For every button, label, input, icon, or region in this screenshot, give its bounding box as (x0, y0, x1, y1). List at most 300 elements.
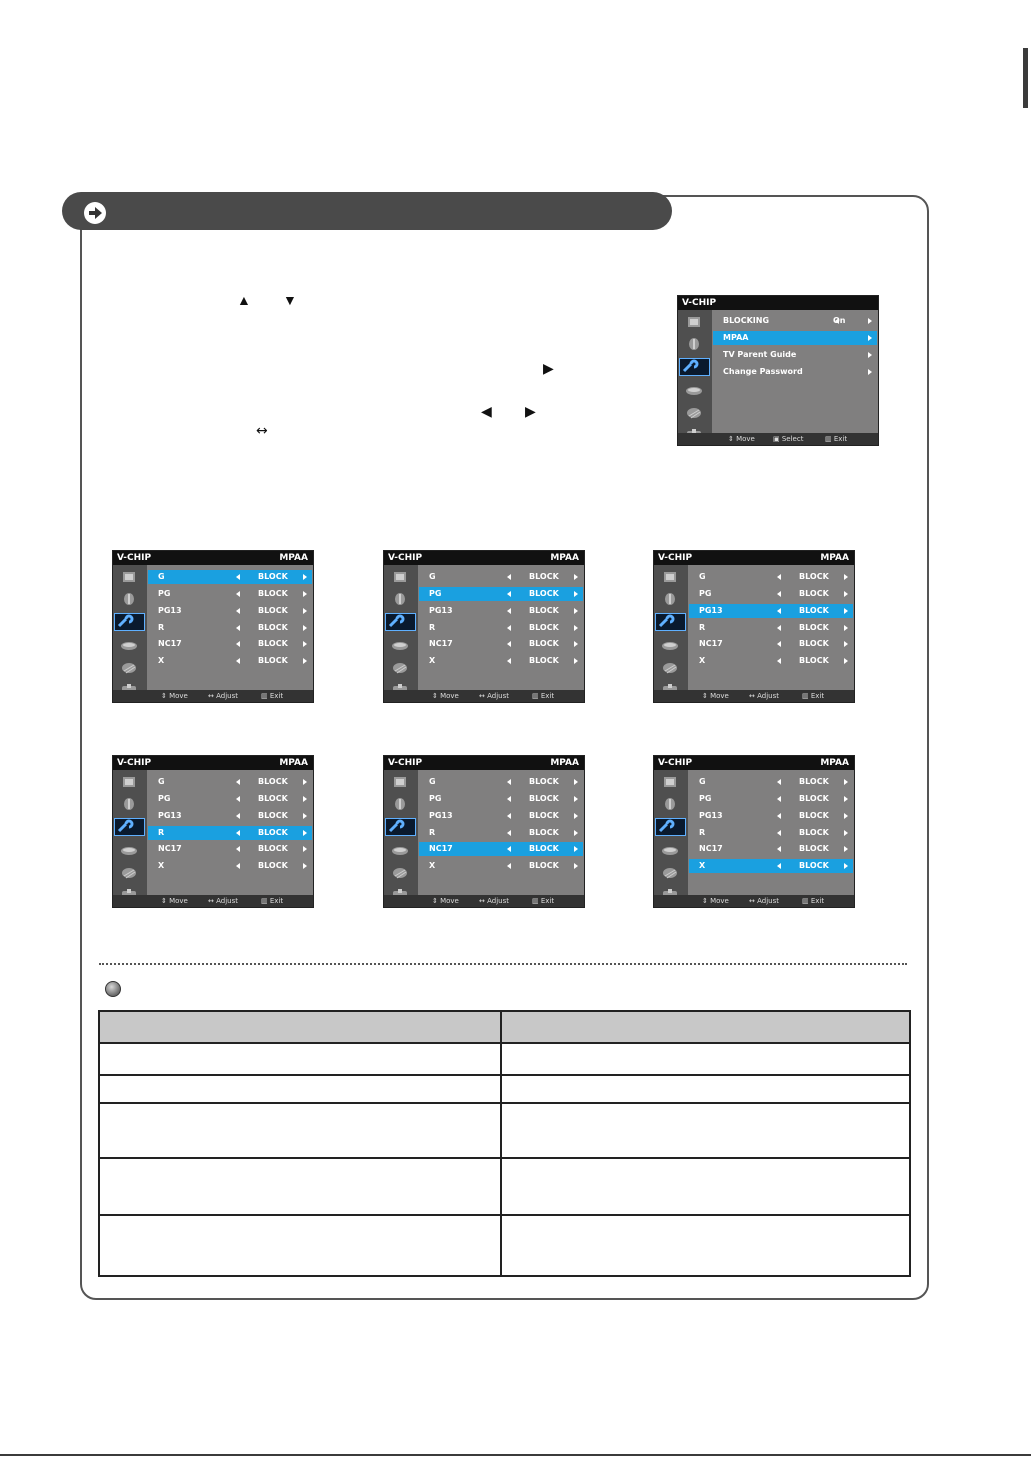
osd-row-label: X (429, 656, 436, 665)
osd-row-value: BLOCK (258, 623, 288, 632)
adjust-hint: ↔ Adjust (479, 692, 509, 700)
left-arrow-icon[interactable] (507, 796, 511, 802)
osd-row-value: BLOCK (258, 639, 288, 648)
osd-row-value: BLOCK (258, 811, 288, 820)
page-edge-tab (1023, 48, 1028, 108)
left-arrow-icon[interactable] (507, 574, 511, 580)
right-arrow-icon[interactable] (303, 608, 307, 614)
osd-row-label: R (429, 828, 436, 837)
table-cell (99, 1158, 501, 1215)
osd-title-bar (384, 756, 584, 770)
table-row (99, 1103, 910, 1158)
osd-row-value: BLOCK (529, 844, 559, 853)
osd-row-label: PG13 (158, 811, 182, 820)
osd-subtitle: MPAA (279, 553, 308, 563)
osd-menu-row[interactable] (419, 621, 583, 635)
left-arrow-icon[interactable] (507, 830, 511, 836)
right-arrow-icon[interactable] (574, 608, 578, 614)
osd-footer (113, 895, 313, 907)
exit-hint: ▥ Exit (261, 897, 284, 905)
osd-row-label: X (429, 861, 436, 870)
osd-mpaa-menu (653, 755, 855, 908)
picture-icon (390, 775, 410, 789)
left-arrow-icon[interactable] (236, 863, 240, 869)
table-row (99, 1075, 910, 1103)
osd-row-value: BLOCK (529, 777, 559, 786)
left-arrow-icon[interactable] (236, 846, 240, 852)
osd-menu-row[interactable] (689, 826, 853, 840)
left-arrow-icon[interactable] (777, 591, 781, 597)
right-arrow-icon[interactable] (844, 641, 848, 647)
osd-row-value: BLOCK (258, 656, 288, 665)
osd-title: V-CHIP (388, 758, 423, 768)
osd-row-label: G (699, 777, 706, 786)
osd-menu-row[interactable] (148, 775, 312, 789)
osd-menu-row[interactable] (689, 792, 853, 806)
left-arrow-icon: ◀ (481, 403, 492, 419)
osd-row-label: MPAA (723, 333, 749, 342)
osd-menu-row[interactable] (419, 842, 583, 856)
left-arrow-icon[interactable] (236, 796, 240, 802)
osd-row-value: BLOCK (258, 589, 288, 598)
osd-title: V-CHIP (388, 553, 423, 563)
sound-icon (660, 797, 680, 811)
feature-icon (660, 661, 680, 675)
move-hint: ⇕ Move (432, 897, 459, 905)
osd-menu-row[interactable] (148, 621, 312, 635)
feature-icon (684, 406, 704, 420)
osd-sidebar (384, 770, 418, 895)
osd-subtitle: MPAA (820, 553, 849, 563)
right-arrow-icon[interactable] (574, 625, 578, 631)
table-header-row (99, 1011, 910, 1043)
exit-hint: ▥ Exit (802, 692, 825, 700)
table-cell (501, 1103, 910, 1158)
right-arrow-icon[interactable] (303, 591, 307, 597)
osd-menu-row[interactable] (689, 775, 853, 789)
sound-icon (684, 337, 704, 351)
table-cell (99, 1043, 501, 1075)
osd-title: V-CHIP (117, 553, 152, 563)
osd-row-label: PG (158, 589, 171, 598)
right-arrow-icon[interactable] (574, 641, 578, 647)
right-arrow-icon[interactable] (303, 863, 307, 869)
right-arrow-icon[interactable] (868, 335, 872, 341)
channel-icon (684, 384, 704, 398)
left-arrow-icon[interactable] (507, 641, 511, 647)
left-arrow-icon[interactable] (236, 625, 240, 631)
osd-row-value: BLOCK (258, 606, 288, 615)
osd-title-bar (113, 756, 313, 770)
right-arrow-icon[interactable] (844, 625, 848, 631)
right-arrow-icon[interactable] (844, 608, 848, 614)
osd-menu-row[interactable] (419, 604, 583, 618)
adjust-hint: ↔ Adjust (208, 692, 238, 700)
table-row (99, 1043, 910, 1075)
left-arrow-icon[interactable] (507, 813, 511, 819)
sound-icon (119, 592, 139, 606)
osd-row-label: BLOCKING (723, 316, 770, 325)
page-bottom-rule (0, 1454, 1031, 1456)
osd-row-value: BLOCK (258, 844, 288, 853)
osd-sidebar (678, 310, 712, 433)
right-arrow-icon[interactable] (303, 813, 307, 819)
exit-hint: ▥ Exit (532, 897, 555, 905)
left-arrow-icon[interactable] (507, 846, 511, 852)
osd-row-value: BLOCK (799, 572, 829, 581)
right-arrow-icon[interactable] (574, 846, 578, 852)
left-arrow-icon[interactable] (507, 591, 511, 597)
osd-row-value: BLOCK (258, 777, 288, 786)
left-arrow-icon[interactable] (507, 658, 511, 664)
picture-icon (390, 570, 410, 584)
sound-icon (660, 592, 680, 606)
osd-row-value: BLOCK (799, 794, 829, 803)
adjust-hint: ↔ Adjust (749, 897, 779, 905)
osd-row-label: X (699, 861, 706, 870)
right-arrow-icon[interactable] (868, 318, 872, 324)
osd-row-label: X (158, 656, 165, 665)
picture-icon (119, 570, 139, 584)
right-arrow-icon[interactable] (844, 591, 848, 597)
left-arrow-icon[interactable] (236, 608, 240, 614)
left-arrow-icon[interactable] (236, 591, 240, 597)
osd-menu-row[interactable] (419, 654, 583, 668)
setup-wrench-icon (655, 818, 686, 836)
osd-title-bar (654, 756, 854, 770)
left-right-arrow-icon: ↔ (256, 423, 268, 439)
right-arrow-icon[interactable] (868, 352, 872, 358)
osd-row-value: BLOCK (799, 656, 829, 665)
adjust-hint: ↔ Adjust (208, 897, 238, 905)
osd-row-value: BLOCK (529, 828, 559, 837)
osd-row-value: BLOCK (529, 623, 559, 632)
left-arrow-icon[interactable] (777, 608, 781, 614)
setup-wrench-icon (679, 358, 710, 376)
right-arrow-icon[interactable] (303, 625, 307, 631)
adjust-hint: ↔ Adjust (749, 692, 779, 700)
left-arrow-icon[interactable] (777, 658, 781, 664)
osd-menu-row[interactable] (689, 570, 853, 584)
right-arrow-icon: ▶ (525, 403, 536, 419)
feature-icon (119, 866, 139, 880)
setup-wrench-icon (114, 818, 145, 836)
osd-menu-row[interactable] (419, 809, 583, 823)
osd-row-value: BLOCK (799, 589, 829, 598)
right-arrow-icon[interactable] (574, 863, 578, 869)
osd-title: V-CHIP (117, 758, 152, 768)
osd-row-label: Change Password (723, 367, 803, 376)
osd-row-label: PG (429, 589, 442, 598)
osd-menu-row[interactable] (148, 809, 312, 823)
table-header-cell (501, 1011, 910, 1043)
right-arrow-icon[interactable] (574, 779, 578, 785)
osd-row-label: G (429, 777, 436, 786)
feature-icon (660, 866, 680, 880)
table-cell (501, 1158, 910, 1215)
picture-icon (660, 570, 680, 584)
osd-menu-row[interactable] (689, 859, 853, 873)
left-arrow-icon[interactable] (777, 863, 781, 869)
down-arrow-icon: ▼ (283, 292, 297, 308)
osd-row-label: PG13 (699, 606, 723, 615)
select-hint: ▣ Select (773, 435, 804, 443)
osd-menu-row[interactable] (689, 604, 853, 618)
right-arrow-icon[interactable] (574, 813, 578, 819)
move-hint: ⇕ Move (728, 435, 755, 443)
left-arrow-icon[interactable] (777, 796, 781, 802)
right-arrow-icon[interactable] (574, 591, 578, 597)
osd-menu-row[interactable] (689, 587, 853, 601)
osd-menu-row[interactable] (419, 587, 583, 601)
right-arrow-icon[interactable] (574, 796, 578, 802)
right-arrow-icon[interactable] (868, 369, 872, 375)
left-arrow-icon[interactable] (777, 641, 781, 647)
right-arrow-icon[interactable] (574, 658, 578, 664)
osd-row-label: X (158, 861, 165, 870)
osd-sidebar (113, 565, 147, 690)
right-arrow-icon[interactable] (844, 796, 848, 802)
picture-icon (684, 315, 704, 329)
osd-row-value: BLOCK (799, 844, 829, 853)
osd-mpaa-menu (112, 550, 314, 703)
osd-row-label: R (158, 828, 165, 837)
left-arrow-icon[interactable] (236, 658, 240, 664)
right-arrow-icon[interactable] (303, 574, 307, 580)
channel-icon (390, 844, 410, 858)
left-arrow-icon[interactable] (777, 830, 781, 836)
osd-menu-row[interactable] (713, 348, 877, 362)
osd-sidebar (384, 565, 418, 690)
table-cell (99, 1075, 501, 1103)
osd-row-value: BLOCK (258, 828, 288, 837)
channel-icon (119, 844, 139, 858)
sound-icon (390, 592, 410, 606)
osd-menu-row[interactable] (148, 587, 312, 601)
osd-menu-row[interactable] (689, 637, 853, 651)
osd-sidebar (654, 565, 688, 690)
picture-icon (119, 775, 139, 789)
osd-row-value: BLOCK (258, 861, 288, 870)
osd-row-label: NC17 (158, 844, 182, 853)
osd-menu-row[interactable] (689, 842, 853, 856)
table-cell (99, 1215, 501, 1276)
osd-footer (654, 895, 854, 907)
left-arrow-icon[interactable] (507, 863, 511, 869)
table-row (99, 1215, 910, 1276)
osd-row-label: NC17 (429, 844, 453, 853)
osd-menu-row[interactable] (419, 792, 583, 806)
osd-row-label: NC17 (699, 844, 723, 853)
osd-menu-row[interactable] (419, 637, 583, 651)
osd-row-label: R (429, 623, 436, 632)
osd-menu-row[interactable] (713, 314, 877, 328)
osd-row-value: BLOCK (529, 572, 559, 581)
osd-row-label: NC17 (429, 639, 453, 648)
right-arrow-icon[interactable] (303, 658, 307, 664)
left-arrow-icon[interactable] (236, 574, 240, 580)
osd-footer (654, 690, 854, 702)
rating-table (98, 1010, 911, 1277)
osd-row-label: R (699, 623, 706, 632)
right-arrow-icon[interactable] (844, 779, 848, 785)
osd-row-value: BLOCK (799, 777, 829, 786)
left-arrow-icon[interactable] (777, 625, 781, 631)
channel-icon (390, 639, 410, 653)
osd-row-label: X (699, 656, 706, 665)
osd-row-label: G (429, 572, 436, 581)
exit-hint: ▥ Exit (802, 897, 825, 905)
feature-icon (390, 866, 410, 880)
osd-mpaa-menu (112, 755, 314, 908)
osd-title: V-CHIP (658, 758, 693, 768)
left-arrow-icon[interactable] (236, 779, 240, 785)
osd-menu-row[interactable] (148, 842, 312, 856)
right-arrow-icon[interactable] (844, 863, 848, 869)
osd-menu-row[interactable] (713, 365, 877, 379)
osd-row-label: NC17 (158, 639, 182, 648)
osd-row-label: TV Parent Guide (723, 350, 797, 359)
osd-title: V-CHIP (658, 553, 693, 563)
osd-subtitle: MPAA (820, 758, 849, 768)
left-arrow-icon[interactable] (777, 574, 781, 580)
table-row (99, 1158, 910, 1215)
exit-hint: ▥ Exit (261, 692, 284, 700)
arrow-circle-icon (84, 202, 106, 224)
osd-menu-row[interactable] (419, 570, 583, 584)
osd-menu-row[interactable] (148, 570, 312, 584)
osd-row-value: BLOCK (529, 606, 559, 615)
osd-menu-row[interactable] (148, 604, 312, 618)
osd-row-label: R (699, 828, 706, 837)
osd-menu-row[interactable] (689, 654, 853, 668)
right-arrow-icon[interactable] (574, 830, 578, 836)
right-arrow-icon[interactable] (303, 641, 307, 647)
table-header-cell (99, 1011, 501, 1043)
osd-footer (384, 690, 584, 702)
bullet-icon (105, 981, 121, 997)
table-cell (501, 1075, 910, 1103)
osd-row-value: BLOCK (799, 861, 829, 870)
right-arrow-icon[interactable] (844, 574, 848, 580)
right-arrow-icon[interactable] (844, 658, 848, 664)
osd-row-label: G (699, 572, 706, 581)
osd-menu-row[interactable] (419, 826, 583, 840)
left-arrow-icon[interactable] (507, 625, 511, 631)
osd-vchip-menu (677, 295, 879, 446)
setup-wrench-icon (385, 613, 416, 631)
right-arrow-icon[interactable] (844, 813, 848, 819)
osd-row-value: BLOCK (799, 606, 829, 615)
osd-menu-row[interactable] (148, 826, 312, 840)
osd-row-label: R (158, 623, 165, 632)
osd-row-value: BLOCK (529, 811, 559, 820)
osd-row-label: PG (429, 794, 442, 803)
osd-row-label: PG13 (429, 606, 453, 615)
table-cell (501, 1043, 910, 1075)
osd-menu-row[interactable] (419, 775, 583, 789)
dotted-divider (99, 963, 907, 965)
left-arrow-icon[interactable] (236, 813, 240, 819)
osd-row-label: PG13 (429, 811, 453, 820)
osd-row-value: BLOCK (529, 656, 559, 665)
osd-row-value: BLOCK (529, 639, 559, 648)
left-arrow-icon[interactable] (507, 779, 511, 785)
osd-sidebar (113, 770, 147, 895)
osd-row-value: BLOCK (799, 639, 829, 648)
osd-row-value: BLOCK (799, 811, 829, 820)
left-arrow-icon[interactable] (507, 608, 511, 614)
osd-subtitle: MPAA (550, 758, 579, 768)
sound-icon (119, 797, 139, 811)
osd-menu-row[interactable] (148, 859, 312, 873)
exit-hint: ▥ Exit (825, 435, 848, 443)
osd-row-label: PG (158, 794, 171, 803)
left-arrow-icon[interactable] (777, 813, 781, 819)
osd-menu-row[interactable] (148, 637, 312, 651)
feature-icon (390, 661, 410, 675)
right-arrow-icon[interactable] (303, 779, 307, 785)
osd-menu-row[interactable] (419, 859, 583, 873)
setup-wrench-icon (114, 613, 145, 631)
channel-icon (660, 639, 680, 653)
right-arrow-icon[interactable] (303, 796, 307, 802)
osd-mpaa-menu (383, 755, 585, 908)
right-arrow-icon: ▶ (543, 360, 554, 376)
table-cell (99, 1103, 501, 1158)
osd-row-label: PG13 (158, 606, 182, 615)
osd-title-bar (678, 296, 878, 310)
osd-title-bar (113, 551, 313, 565)
left-arrow-icon[interactable] (236, 641, 240, 647)
move-hint: ⇕ Move (161, 692, 188, 700)
osd-row-label: G (158, 572, 165, 581)
right-arrow-icon[interactable] (303, 846, 307, 852)
osd-row-value: BLOCK (799, 623, 829, 632)
osd-row-value: BLOCK (258, 794, 288, 803)
osd-menu-row[interactable] (713, 331, 877, 345)
osd-menu-row[interactable] (148, 654, 312, 668)
osd-menu-row[interactable] (148, 792, 312, 806)
channel-icon (119, 639, 139, 653)
osd-footer (678, 433, 878, 445)
exit-hint: ▥ Exit (532, 692, 555, 700)
setup-wrench-icon (385, 818, 416, 836)
osd-row-value: BLOCK (529, 589, 559, 598)
osd-subtitle: MPAA (550, 553, 579, 563)
left-arrow-icon[interactable] (777, 779, 781, 785)
osd-row-label: G (158, 777, 165, 786)
right-arrow-icon[interactable] (844, 846, 848, 852)
osd-row-value: BLOCK (799, 828, 829, 837)
left-arrow-icon[interactable] (777, 846, 781, 852)
right-arrow-icon[interactable] (574, 574, 578, 580)
adjust-hint: ↔ Adjust (479, 897, 509, 905)
right-arrow-icon[interactable] (844, 830, 848, 836)
right-arrow-icon[interactable] (303, 830, 307, 836)
move-hint: ⇕ Move (161, 897, 188, 905)
osd-menu-row[interactable] (689, 621, 853, 635)
table-cell (501, 1215, 910, 1276)
channel-icon (660, 844, 680, 858)
left-arrow-icon[interactable] (236, 830, 240, 836)
move-hint: ⇕ Move (702, 692, 729, 700)
osd-sidebar (654, 770, 688, 895)
osd-menu-row[interactable] (689, 809, 853, 823)
osd-row-label: PG (699, 794, 712, 803)
osd-mpaa-menu (383, 550, 585, 703)
osd-row-value: BLOCK (258, 572, 288, 581)
